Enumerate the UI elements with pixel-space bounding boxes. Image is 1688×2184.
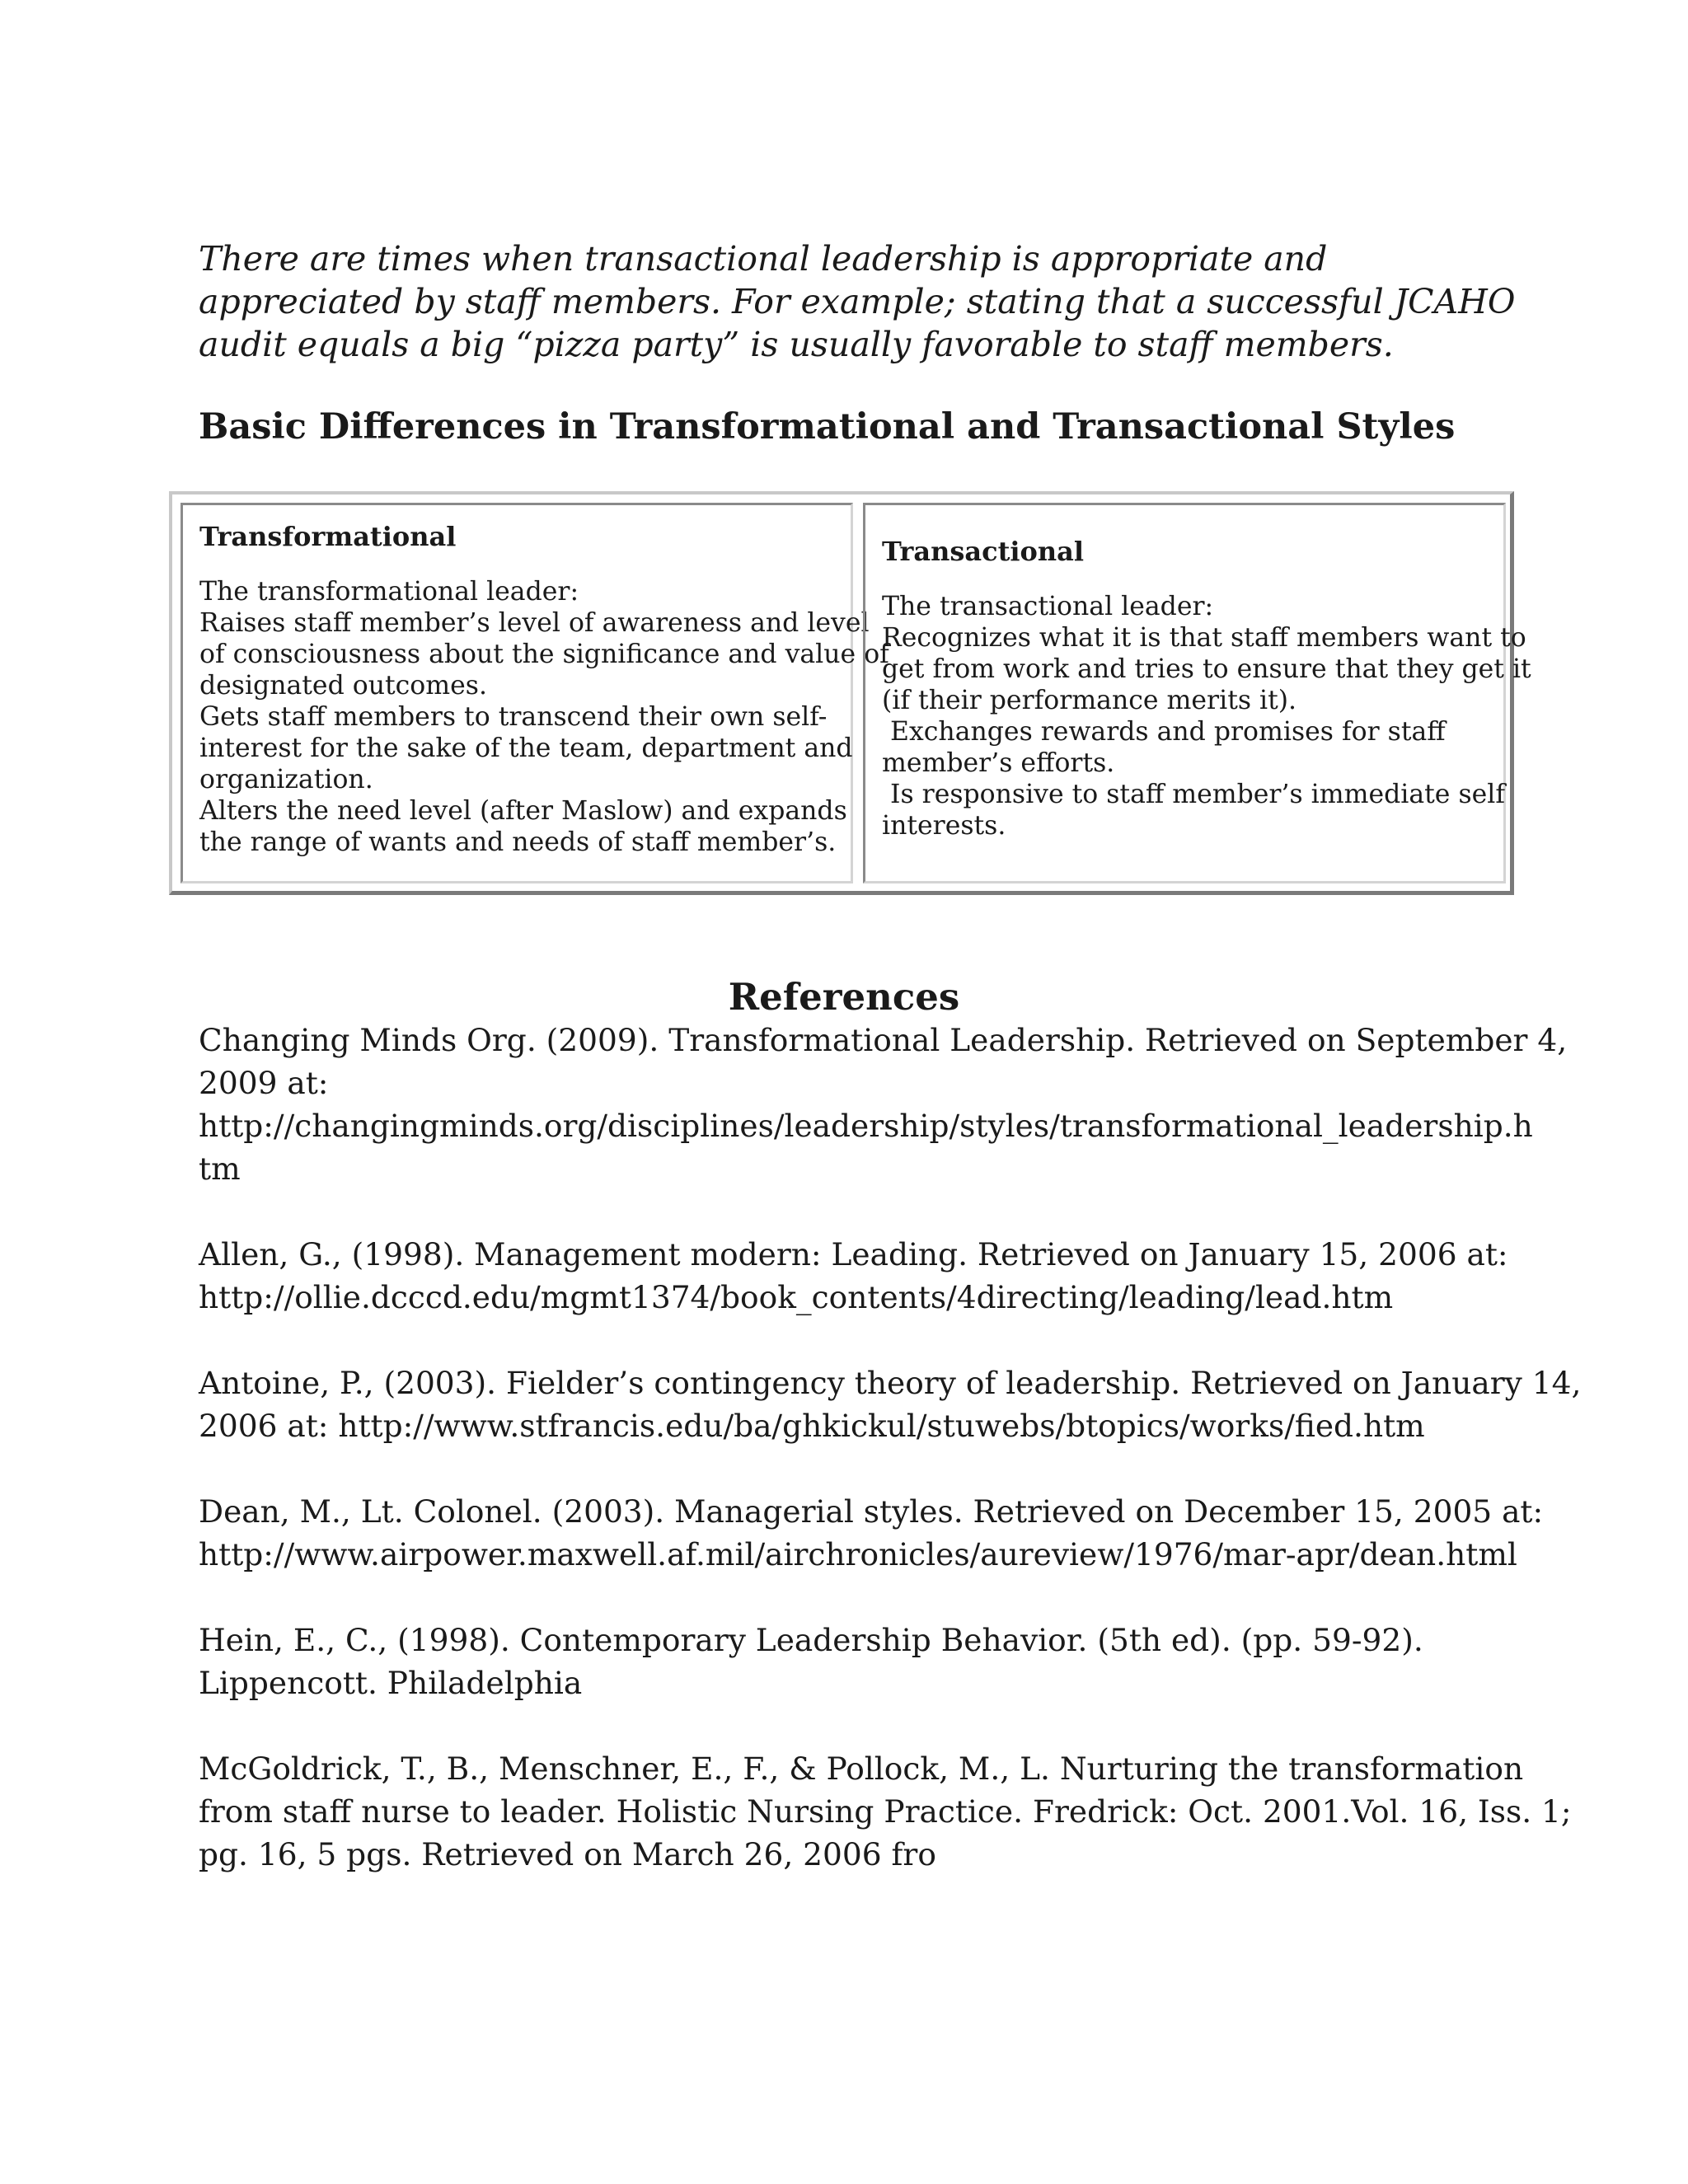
reference-entry [199,1490,1544,1576]
cell-line: Recognizes what it is that staff members want to [882,623,1526,653]
intro-line: appreciated by staff members. For example; stating that a successful JCAHO [199,282,1516,321]
intro-line: audit equals a big “pizza party” is usually favorable to staff members. [199,325,1394,364]
cell-spacer [882,505,1487,535]
cell-line: (if their performance merits it). [882,686,1297,715]
cell-spacer [882,568,1487,591]
transactional-cell [863,503,1531,883]
reference-line: McGoldrick, T., B., Menschner, E., F., & Pollock, M., L. Nurturing the transformation [199,1750,1524,1787]
cell-line: The transformational leader: [199,577,579,607]
cell-line: interest for the sake of the team, department and [199,733,853,763]
cell-line: member’s efforts. [882,748,1115,778]
references-list [199,1019,1582,1919]
cell-spacer [199,553,834,576]
reference-entry [199,1619,1534,1704]
reference-line: http://changingminds.org/disciplines/leadership/styles/transformational_leadership.h [199,1108,1533,1144]
cell-line: of consciousness about the significance and value of [199,640,889,669]
cell-line: Exchanges rewards and promises for staff [882,717,1446,747]
reference-line: pg. 16, 5 pgs. Retrieved on March 26, 2006 fro [199,1836,936,1872]
transformational-cell [181,503,889,883]
reference-line: Antoine, P., (2003). Fielder’s contingency theory of leadership. Retrieved on January 14, [199,1365,1582,1401]
intro-line: There are times when transactional leadership is appropriate and [199,239,1328,279]
reference-line: http://www.airpower.maxwell.af.mil/airchronicles/aureview/1976/mar-apr/dean.html [199,1536,1517,1572]
cell-line: organization. [199,765,373,794]
cell-line: designated outcomes. [199,671,487,701]
cell-line: The transactional leader: [882,592,1214,621]
reference-entry [199,1747,1572,1876]
cell-line: get from work and tries to ensure that they get it [882,654,1531,684]
reference-entry [199,1361,1582,1447]
intro-paragraph [199,237,1516,366]
reference-line: Allen, G., (1998). Management modern: Leading. Retrieved on January 15, 2006 at: [199,1236,1508,1272]
cell-line: Raises staff member’s level of awareness and level [199,608,870,638]
reference-line: http://ollie.dcccd.edu/mgmt1374/book_contents/4directing/leading/lead.htm [199,1279,1394,1315]
reference-line: Changing Minds Org. (2009). Transformational Leadership. Retrieved on September 4, [199,1022,1568,1058]
reference-line: tm [199,1151,241,1187]
reference-line: 2006 at: http://www.stfrancis.edu/ba/ghkickul/stuwebs/btopics/works/fied.htm [199,1408,1425,1444]
section-heading: Basic Differences in Transformational and Transactional Styles [199,406,1456,448]
reference-line: Hein, E., C., (1998). Contemporary Leadership Behavior. (5th ed). (pp. 59-92). [199,1622,1423,1658]
references-title: References [728,975,960,1019]
cell-line: Alters the need level (after Maslow) and expands [199,796,847,826]
transactional-title: Transactional [882,536,1085,567]
reference-line: 2009 at: [199,1065,329,1101]
cell-line: Gets staff members to transcend their own self- [199,702,828,732]
reference-line: from staff nurse to leader. Holistic Nursing Practice. Fredrick: Oct. 2001.Vol. 16, Iss. 1; [199,1793,1572,1830]
cell-line: Is responsive to staff member’s immediate self [882,780,1505,809]
transformational-title: Transformational [199,521,457,552]
cell-line: interests. [882,811,1006,841]
reference-entry [199,1233,1534,1319]
reference-entry [199,1019,1568,1190]
cell-line: the range of wants and needs of staff member’s. [199,827,837,857]
comparison-table [169,491,1531,895]
reference-line: Lippencott. Philadelphia [199,1665,583,1701]
reference-line: Dean, M., Lt. Colonel. (2003). Managerial styles. Retrieved on December 15, 2005 at: [199,1493,1544,1530]
